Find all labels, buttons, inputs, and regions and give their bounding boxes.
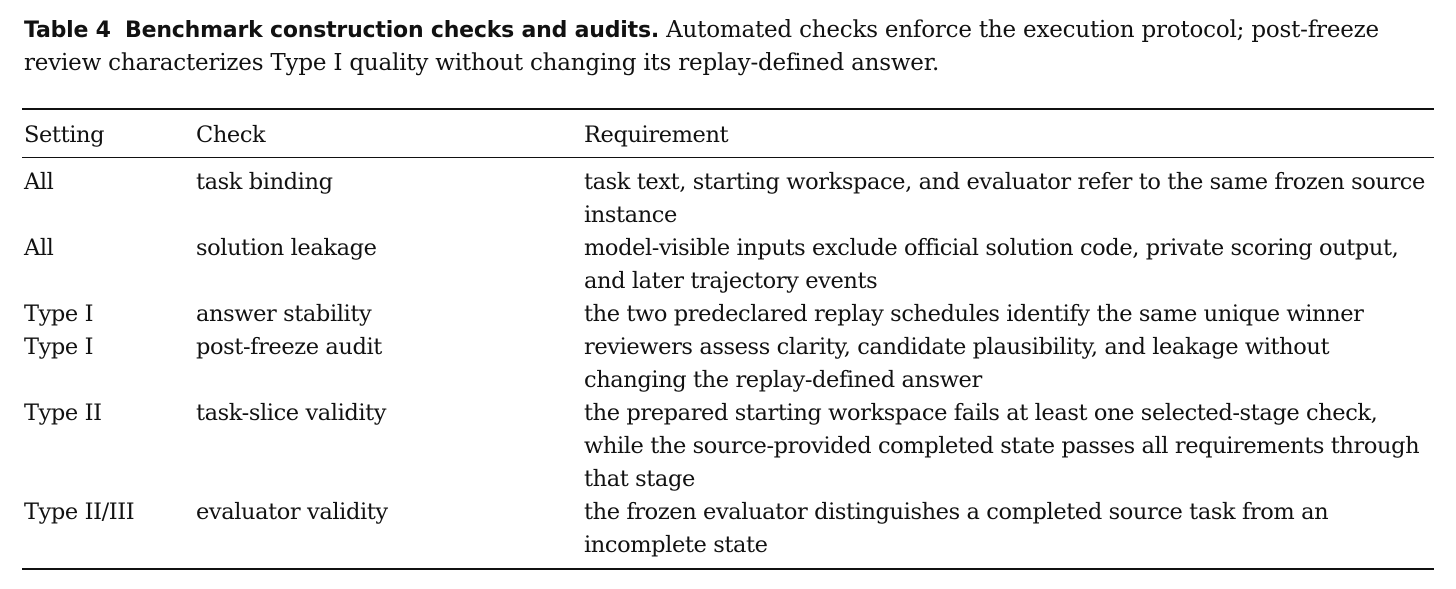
cell-setting: Type II/III	[24, 499, 135, 525]
header-rule	[22, 157, 1434, 158]
cell-setting: Type I	[24, 334, 94, 360]
table-row	[24, 232, 1434, 298]
cell-setting: All	[24, 169, 54, 195]
cell-requirement: reviewers assess clarity, candidate plausibility, and leakage without changing the replay-defined answer	[584, 334, 1330, 393]
cell-requirement: the prepared starting workspace fails at least one selected-stage check, while the source-provided completed state passes all requirements through that stage	[584, 400, 1420, 492]
table-row	[24, 496, 1434, 562]
table-row	[24, 298, 1434, 331]
header-requirement: Requirement	[584, 122, 729, 148]
table-title: Benchmark construction checks and audits.	[125, 18, 660, 43]
bottom-rule	[22, 568, 1434, 570]
cell-check: answer stability	[196, 301, 372, 327]
cell-check: post-freeze audit	[196, 334, 382, 360]
cell-requirement: model-visible inputs exclude official solution code, private scoring output, and later trajectory events	[584, 235, 1399, 294]
table-row	[24, 166, 1434, 232]
cell-requirement: the frozen evaluator distinguishes a completed source task from an incomplete state	[584, 499, 1329, 558]
header-check: Check	[196, 122, 266, 148]
cell-requirement: task text, starting workspace, and evaluator refer to the same frozen source instance	[584, 169, 1425, 228]
table-header-row	[24, 119, 1434, 149]
cell-requirement: the two predeclared replay schedules identify the same unique winner	[584, 301, 1364, 327]
header-setting: Setting	[24, 122, 105, 148]
table-row	[24, 397, 1434, 496]
table-body	[24, 166, 1434, 562]
cell-check: task-slice validity	[196, 400, 387, 426]
caption-text: Automated checks enforce the execution protocol; post-freeze review characterizes Type I quality without changing its replay-defined answer.	[24, 17, 1379, 76]
table-label: Table 4	[24, 18, 111, 43]
cell-check: evaluator validity	[196, 499, 388, 525]
cell-setting: Type II	[24, 400, 102, 426]
cell-check: solution leakage	[196, 235, 377, 261]
cell-setting: Type I	[24, 301, 94, 327]
cell-check: task binding	[196, 169, 333, 195]
table-row	[24, 331, 1434, 397]
cell-setting: All	[24, 235, 54, 261]
top-rule	[22, 108, 1434, 110]
